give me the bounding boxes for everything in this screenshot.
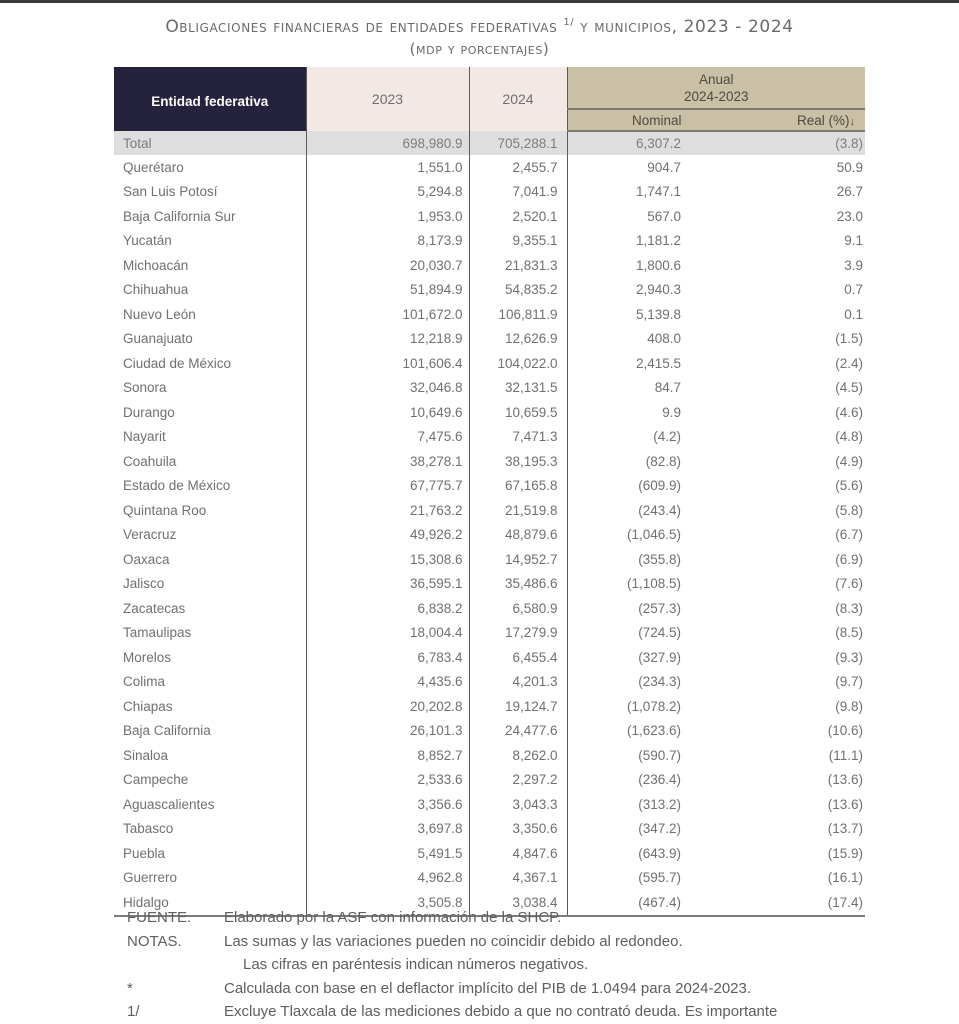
cell-real: (3.8) (739, 131, 865, 155)
cell-2024: 6,455.4 (469, 645, 567, 670)
note-text: Elaborado por la ASF con información de la SHCP. (224, 909, 562, 926)
header-2024: 2024 (469, 67, 567, 131)
cell-nominal-value: (4.2) (653, 429, 681, 445)
cell-nominal-value: (595.7) (638, 870, 681, 886)
cell-nominal-value: (1,078.2) (626, 698, 681, 714)
cell-nominal-value: (1,108.5) (626, 576, 681, 592)
table-row (114, 621, 865, 646)
cell-real: (4.5) (835, 380, 863, 396)
cell-nominal (567, 449, 739, 474)
cell-real: (15.9) (827, 845, 863, 861)
table-row (114, 155, 865, 180)
table-row (114, 351, 865, 376)
note-text: Las sumas y las variaciones pueden no coincidir debido al redondeo. (224, 932, 683, 950)
cell-nominal-value: (1,623.6) (626, 723, 681, 739)
cell-entity: Tamaulipas (123, 625, 192, 641)
cell-nominal-value: 1,800.6 (635, 257, 681, 273)
cell-nominal (567, 425, 739, 450)
cell-2023: 2,533.6 (306, 768, 469, 793)
title-text: Obligaciones financieras de entidades federativas (165, 17, 558, 37)
note-key (127, 953, 224, 977)
cell-nominal-value: 408.0 (647, 331, 681, 347)
cell-2024: 12,626.9 (469, 327, 567, 352)
cell-2024: 7,471.3 (469, 425, 567, 450)
cell-nominal (567, 768, 739, 793)
cell-real: (9.3) (835, 649, 863, 665)
cell-nominal-value: (236.4) (638, 772, 681, 788)
cell-2023: 101,672.0 (306, 302, 469, 327)
cell-real: (5.6) (835, 478, 863, 494)
cell-nominal-value: (347.2) (638, 821, 681, 837)
total-row (114, 131, 865, 155)
cell-entity: Michoacán (123, 257, 189, 273)
cell-real: (4.8) (835, 429, 863, 445)
cell-2023: 1,953.0 (306, 204, 469, 229)
cell-entity: San Luis Potosí (123, 184, 218, 200)
cell-2024: 3,350.6 (469, 817, 567, 842)
header-nominal: Nominal (567, 109, 739, 131)
table-row (114, 302, 865, 327)
cell-nominal-value: 567.0 (647, 208, 681, 224)
cell-real: (11.1) (828, 747, 863, 763)
note-line (127, 930, 907, 954)
cell-entity: Chiapas (123, 698, 173, 714)
cell-2024: 54,835.2 (469, 278, 567, 303)
cell-2023: 26,101.3 (306, 719, 469, 744)
cell-nominal-value: 5,139.8 (635, 306, 681, 322)
cell-entity: Nuevo León (123, 306, 196, 322)
cell-2023: 36,595.1 (306, 572, 469, 597)
table-row (114, 180, 865, 205)
cell-entity: Sonora (123, 380, 167, 396)
cell-2023: 8,852.7 (306, 743, 469, 768)
cell-real: (1.5) (835, 331, 863, 347)
cell-entity: Veracruz (123, 527, 177, 543)
header-anual (567, 67, 865, 109)
cell-real: (13.6) (827, 772, 863, 788)
cell-nominal (567, 596, 739, 621)
cell-2023: 3,356.6 (306, 792, 469, 817)
cell-entity: Querétaro (123, 159, 184, 175)
cell-nominal (567, 474, 739, 499)
cell-real: (2.4) (835, 355, 863, 371)
cell-2023: 5,294.8 (306, 180, 469, 205)
cell-nominal-value: (355.8) (638, 551, 681, 567)
cell-real: (4.6) (835, 404, 863, 420)
cell-nominal-value: 1,747.1 (635, 184, 681, 200)
cell-entity: Oaxaca (123, 551, 170, 567)
cell-nominal (567, 229, 739, 254)
cell-entity: Durango (123, 404, 175, 420)
table-row (114, 743, 865, 768)
note-line (127, 977, 907, 1001)
cell-2024: 67,165.8 (469, 474, 567, 499)
document-title (0, 12, 959, 60)
note-text: Las cifras en paréntesis indican números negativos. (243, 956, 589, 973)
cell-real: 0.1 (844, 306, 863, 322)
table-row (114, 719, 865, 744)
header-anual-period: 2024-2023 (683, 88, 749, 104)
cell-2024: 8,262.0 (469, 743, 567, 768)
cell-nominal (567, 572, 739, 597)
cell-2024: 6,580.9 (469, 596, 567, 621)
cell-2024: 21,519.8 (469, 498, 567, 523)
cell-nominal-value: (724.5) (638, 625, 681, 641)
cell-nominal (567, 131, 739, 155)
cell-nominal-value: 9.9 (662, 404, 681, 420)
cell-nominal-value: 6,307.2 (635, 136, 681, 151)
cell-nominal (567, 841, 739, 866)
cell-real: 3.9 (844, 257, 863, 273)
cell-2023: 32,046.8 (306, 376, 469, 401)
note-key: * (127, 979, 133, 997)
cell-nominal (567, 376, 739, 401)
cell-nominal (567, 180, 739, 205)
header-2023: 2023 (306, 67, 469, 131)
table-row (114, 768, 865, 793)
cell-2023: 20,202.8 (306, 694, 469, 719)
cell-2024: 705,288.1 (469, 131, 567, 155)
cell-real: (8.5) (835, 625, 863, 641)
cell-entity: Sinaloa (123, 747, 169, 763)
title-text-cont: y municipios, 2023 - 2024 (580, 17, 794, 37)
table-row (114, 572, 865, 597)
cell-real: (5.8) (835, 502, 863, 518)
cell-real: (13.7) (827, 821, 863, 837)
cell-2023: 7,475.6 (306, 425, 469, 450)
cell-entity: Campeche (123, 772, 189, 788)
cell-nominal-value: (643.9) (638, 845, 681, 861)
cell-nominal (567, 670, 739, 695)
cell-2024: 14,952.7 (469, 547, 567, 572)
cell-real: (9.8) (835, 698, 863, 714)
cell-real: (7.6) (835, 576, 863, 592)
cell-nominal-value: (327.9) (638, 649, 681, 665)
cell-real: (13.6) (827, 796, 863, 812)
cell-2023: 3,505.8 (306, 890, 469, 916)
cell-nominal-value: 2,940.3 (635, 282, 681, 298)
cell-entity: Zacatecas (123, 600, 186, 616)
cell-real: 23.0 (836, 208, 863, 224)
cell-nominal-value: 84.7 (654, 380, 681, 396)
title-line-1 (0, 12, 959, 38)
cell-real: (6.9) (835, 551, 863, 567)
header-real (739, 109, 865, 131)
cell-entity: Ciudad de México (123, 355, 232, 371)
cell-2023: 49,926.2 (306, 523, 469, 548)
cell-2024: 4,847.6 (469, 841, 567, 866)
cell-2024: 4,367.1 (469, 866, 567, 891)
cell-nominal-value: (313.2) (638, 796, 681, 812)
cell-2024: 17,279.9 (469, 621, 567, 646)
header-row (114, 67, 865, 109)
cell-real: 50.9 (836, 159, 863, 175)
header-anual-label: Anual (698, 71, 734, 87)
title-line-2: (mdp y porcentajes) (409, 40, 550, 58)
top-border (0, 0, 959, 3)
cell-2024: 7,041.9 (469, 180, 567, 205)
cell-2023: 698,980.9 (306, 131, 469, 155)
table-row (114, 645, 865, 670)
cell-real: 9.1 (844, 233, 863, 249)
cell-nominal (567, 547, 739, 572)
table-row (114, 817, 865, 842)
cell-nominal (567, 253, 739, 278)
cell-2024: 9,355.1 (469, 229, 567, 254)
table-row (114, 670, 865, 695)
cell-2024: 48,879.6 (469, 523, 567, 548)
obligations-table (114, 67, 865, 917)
table-row (114, 523, 865, 548)
cell-2023: 21,763.2 (306, 498, 469, 523)
cell-nominal (567, 694, 739, 719)
table-row (114, 400, 865, 425)
cell-nominal-value: 904.7 (647, 159, 681, 175)
cell-2024: 4,201.3 (469, 670, 567, 695)
cell-entity: Coahuila (123, 453, 177, 469)
table-row (114, 327, 865, 352)
table-row (114, 278, 865, 303)
cell-entity: Baja California Sur (123, 208, 236, 224)
cell-entity: Aguascalientes (123, 796, 215, 812)
cell-nominal-value: (609.9) (638, 478, 681, 494)
table-row (114, 229, 865, 254)
table-row (114, 425, 865, 450)
cell-nominal (567, 866, 739, 891)
cell-2023: 20,030.7 (306, 253, 469, 278)
table-row (114, 253, 865, 278)
cell-2023: 3,697.8 (306, 817, 469, 842)
table-row (114, 376, 865, 401)
cell-nominal-value: 2,415.5 (635, 355, 681, 371)
cell-entity: Puebla (123, 845, 166, 861)
table-row (114, 841, 865, 866)
cell-2023: 1,551.0 (306, 155, 469, 180)
cell-2024: 2,520.1 (469, 204, 567, 229)
cell-real: 0.7 (844, 282, 863, 298)
table-row (114, 866, 865, 891)
cell-entity: Jalisco (123, 576, 165, 592)
cell-2024: 21,831.3 (469, 253, 567, 278)
cell-2023: 4,435.6 (306, 670, 469, 695)
cell-2023: 38,278.1 (306, 449, 469, 474)
cell-real: (4.9) (835, 453, 863, 469)
cell-entity: Yucatán (123, 233, 172, 249)
cell-2023: 15,308.6 (306, 547, 469, 572)
cell-nominal-value: (1,046.5) (626, 527, 681, 543)
cell-entity: Guerrero (123, 870, 178, 886)
cell-nominal-value: (234.3) (638, 674, 681, 690)
note-key: FUENTE. (127, 909, 192, 926)
cell-nominal (567, 278, 739, 303)
cell-nominal (567, 302, 739, 327)
cell-entity: Chihuahua (123, 282, 189, 298)
cell-entity: Colima (123, 674, 166, 690)
cell-2024: 2,297.2 (469, 768, 567, 793)
cell-nominal (567, 327, 739, 352)
cell-nominal (567, 817, 739, 842)
cell-nominal (567, 400, 739, 425)
cell-entity: Total (114, 131, 306, 155)
cell-2023: 5,491.5 (306, 841, 469, 866)
cell-2024: 104,022.0 (469, 351, 567, 376)
cell-nominal (567, 498, 739, 523)
note-key: 1/ (127, 1003, 140, 1020)
cell-real: (8.3) (835, 600, 863, 616)
cell-entity: Nayarit (123, 429, 166, 445)
cell-2023: 67,775.7 (306, 474, 469, 499)
cell-2024: 35,486.6 (469, 572, 567, 597)
cell-real: (6.7) (835, 527, 863, 543)
cell-nominal (567, 155, 739, 180)
cell-nominal (567, 719, 739, 744)
cell-2023: 6,838.2 (306, 596, 469, 621)
cell-entity: Quintana Roo (123, 502, 207, 518)
header-real-label: Real (%) (796, 112, 850, 128)
cell-2024: 38,195.3 (469, 449, 567, 474)
note-line (127, 906, 907, 930)
footnote-marker-icon: ↓ (849, 115, 855, 128)
note-line (127, 953, 907, 977)
cell-entity: Estado de México (123, 478, 231, 494)
cell-2023: 8,173.9 (306, 229, 469, 254)
table-row (114, 498, 865, 523)
cell-nominal (567, 204, 739, 229)
table-row (114, 474, 865, 499)
cell-real: (16.1) (827, 870, 863, 886)
table-row (114, 792, 865, 817)
cell-nominal (567, 645, 739, 670)
cell-2023: 101,606.4 (306, 351, 469, 376)
cell-2024: 106,811.9 (469, 302, 567, 327)
cell-nominal (567, 621, 739, 646)
table-row (114, 596, 865, 621)
cell-entity: Baja California (123, 723, 211, 739)
cell-2023: 10,649.6 (306, 400, 469, 425)
header-entity: Entidad federativa (114, 67, 306, 131)
table-row (114, 694, 865, 719)
note-line (127, 1000, 907, 1024)
cell-2024: 19,124.7 (469, 694, 567, 719)
table-row (114, 449, 865, 474)
cell-entity: Morelos (123, 649, 172, 665)
note-key: NOTAS. (127, 932, 182, 950)
cell-2023: 6,783.4 (306, 645, 469, 670)
cell-real: (10.6) (827, 723, 863, 739)
cell-2023: 12,218.9 (306, 327, 469, 352)
note-text: Calculada con base en el deflactor implícito del PIB de 1.0494 para 2024-2023. (224, 979, 752, 997)
note-text: Excluye Tlaxcala de las mediciones debido a que no contrató deuda. Es importante (224, 1003, 778, 1020)
cell-real: (9.7) (835, 674, 863, 690)
notes-section (127, 906, 907, 1024)
cell-nominal-value: (82.8) (645, 453, 681, 469)
cell-2023: 51,894.9 (306, 278, 469, 303)
cell-2024: 2,455.7 (469, 155, 567, 180)
cell-nominal-value: (590.7) (638, 747, 681, 763)
cell-nominal-value: (243.4) (638, 502, 681, 518)
cell-2024: 3,043.3 (469, 792, 567, 817)
cell-real: (17.4) (739, 890, 865, 916)
cell-2024: 32,131.5 (469, 376, 567, 401)
title-footnote-ref: 1/ (563, 17, 575, 28)
cell-nominal (567, 351, 739, 376)
cell-nominal (567, 792, 739, 817)
cell-entity: Hidalgo (114, 890, 306, 916)
cell-2023: 4,962.8 (306, 866, 469, 891)
cell-real: 26.7 (836, 184, 863, 200)
cell-nominal-value: 1,181.2 (635, 233, 681, 249)
table-row (114, 547, 865, 572)
cell-nominal-value: (257.3) (638, 600, 681, 616)
cell-nominal (567, 523, 739, 548)
cell-nominal (567, 743, 739, 768)
cell-entity: Guanajuato (123, 331, 193, 347)
cell-nominal-value: (467.4) (638, 894, 681, 910)
table-row (114, 204, 865, 229)
cell-entity: Tabasco (123, 821, 174, 837)
cell-2024: 10,659.5 (469, 400, 567, 425)
cell-2024: 24,477.6 (469, 719, 567, 744)
cell-2023: 18,004.4 (306, 621, 469, 646)
cell-2024: 3,038.4 (469, 890, 567, 916)
